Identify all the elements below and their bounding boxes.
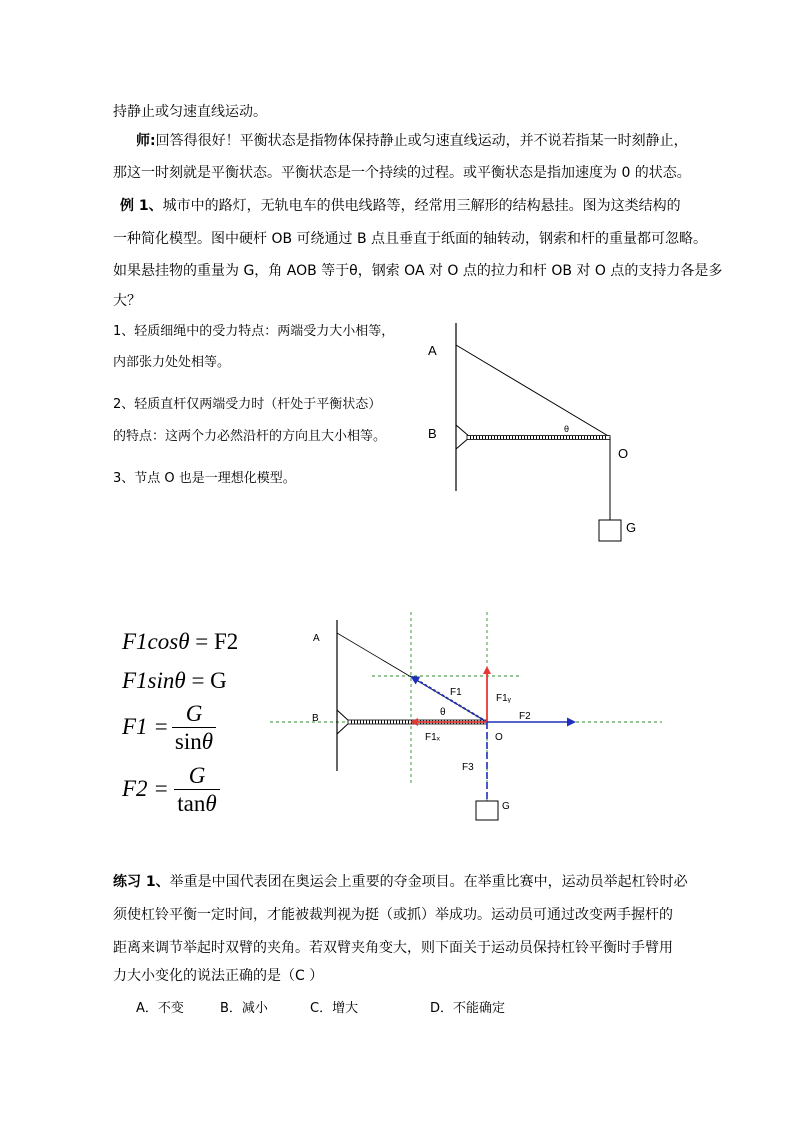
exercise-label: 练习 1、: [113, 874, 170, 890]
formula-3-fraction: [172, 702, 216, 753]
exercise-line-2: 须使杠铃平衡一定时间，才能被裁判视为挺（或抓）举成功。运动员可通过改变两手握杆的: [113, 907, 673, 923]
option-d: D．不能确定: [430, 1001, 506, 1016]
formula-2: [122, 668, 227, 694]
formula-4: [122, 776, 169, 802]
label-f1x: F1ₓ: [425, 732, 440, 743]
label-f3: F3: [462, 762, 474, 773]
teacher-label: 师:: [136, 133, 156, 149]
note-2-line-1: 2、轻质直杆仅两端受力时（杆处于平衡状态）: [113, 397, 382, 412]
label-o: O: [618, 446, 629, 461]
diagram-1: [420, 315, 650, 550]
note-1-line-2: 内部张力处处相等。: [113, 355, 231, 370]
teacher-text-1: 回答得很好！平衡状态是指物体保持静止或匀速直线运动，并不说若指某一时刻静止，: [155, 133, 688, 149]
cable-oa: [456, 345, 610, 437]
intro-line: 持静止或匀速直线运动。: [113, 104, 267, 120]
label-a-2: A: [313, 633, 320, 644]
formula-3: [122, 714, 169, 740]
formula-2-right: = G: [185, 668, 227, 693]
example-line-3: 如果悬挂物的重量为 G，角 AOB 等于θ，钢索 OA 对 O 点的拉力和杆 OB 对 O 点的支持力各是多: [113, 263, 723, 279]
formula-2-left: F1sin: [122, 668, 175, 693]
formula-2-theta: θ: [174, 668, 186, 693]
option-a: A．不变: [136, 1001, 184, 1016]
exercise-line-3: 距离来调节举起时双臂的夹角。若双臂夹角变大，则下面关于运动员保持杠铃平衡时手臂用: [113, 940, 673, 956]
option-c: C．增大: [310, 1001, 359, 1016]
example-label: 例 1、: [120, 198, 163, 214]
diagram-2: [265, 605, 675, 820]
example-text-1: 城市中的路灯，无轨电车的供电线路等，经常用三解形的结构悬挂。图为这类结构的: [162, 198, 681, 214]
label-theta: θ: [564, 424, 570, 434]
weight-box-2: [476, 801, 498, 820]
label-theta-2: θ: [440, 707, 446, 718]
formula-4-bar: [174, 789, 220, 790]
formula-4-left: F2 =: [122, 776, 169, 801]
formula-4-fraction: [174, 764, 220, 815]
label-f2: F2: [519, 711, 531, 722]
example-line-4: 大？: [113, 293, 141, 309]
option-b: B．减小: [220, 1001, 268, 1016]
exercise-line-1: [113, 873, 693, 891]
example-line-2: 一种简化模型。图中硬杆 OB 可绕通过 B 点且垂直于纸面的轴转动，钢索和杆的重量都可忽略。: [113, 231, 708, 247]
label-g: G: [626, 520, 637, 535]
formula-4-numerator: G: [188, 763, 206, 788]
label-g-2: G: [502, 801, 510, 812]
formula-4-den-fn: tan: [177, 791, 206, 816]
formula-3-numerator: G: [185, 701, 203, 726]
teacher-line-1: [136, 132, 716, 150]
label-f1: F1: [450, 687, 462, 698]
formula-1-left: F1cos: [122, 629, 179, 654]
formula-3-left: F1 =: [122, 714, 169, 739]
note-3: 3、节点 O 也是一理想化模型。: [113, 471, 296, 486]
formula-1-theta: θ: [178, 629, 190, 654]
guide-lines: [270, 612, 662, 806]
formula-3-den-fn: sin: [174, 729, 202, 754]
formula-3-den-theta: θ: [201, 729, 214, 754]
teacher-line-2: 那这一时刻就是平衡状态。平衡状态是一个持续的过程。或平衡状态是指加速度为 0 的状态。: [113, 165, 691, 181]
formula-1-right: = F2: [189, 629, 239, 654]
formula-3-bar: [172, 727, 216, 728]
exercise-line-4: 力大小变化的说法正确的是（C ）: [113, 968, 324, 984]
label-o-2: O: [495, 732, 503, 743]
example-line-1: [120, 197, 700, 215]
weight-box: [599, 520, 621, 541]
label-b: B: [428, 426, 437, 441]
note-1-line-1: 1、轻质细绳中的受力特点：两端受力大小相等，: [113, 324, 395, 339]
exercise-text-1: 举重是中国代表团在奥运会上重要的夺金项目。在举重比赛中，运动员举起杠铃时必: [169, 874, 688, 890]
label-a: A: [428, 343, 437, 358]
formula-4-den-theta: θ: [205, 791, 217, 816]
label-f1y: F1ᵧ: [496, 693, 511, 704]
label-b-2: B: [312, 713, 319, 724]
formula-1: [122, 629, 238, 655]
note-2-line-2: 的特点：这两个力必然沿杆的方向且大小相等。: [113, 429, 387, 444]
